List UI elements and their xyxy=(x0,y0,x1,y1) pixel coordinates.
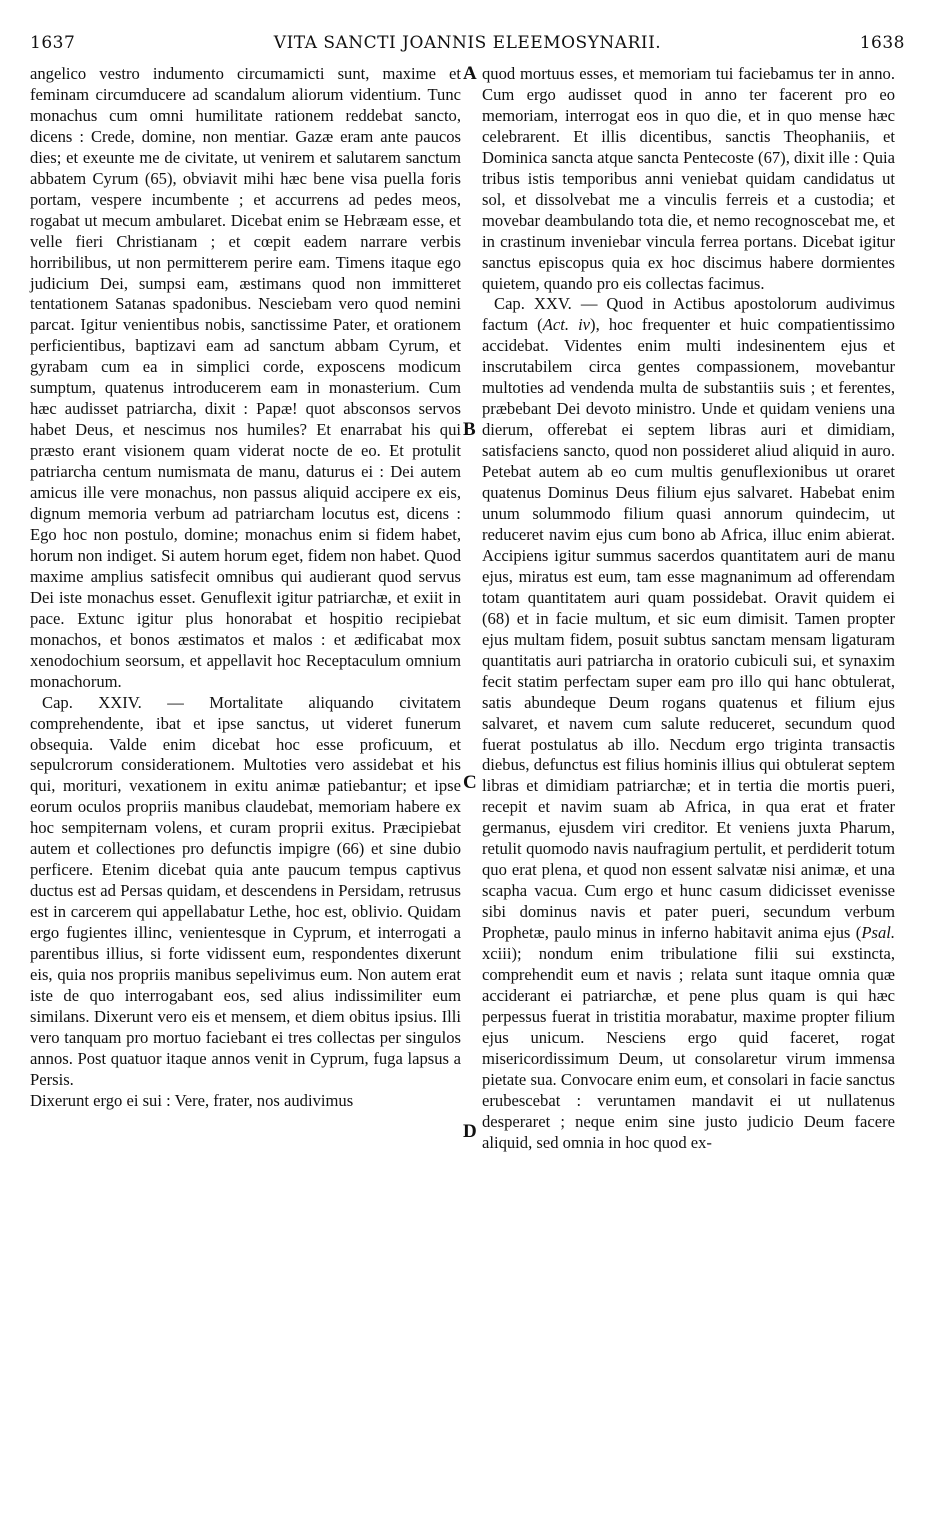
left-column xyxy=(30,64,461,1112)
scripture-reference-psalm: Psal. xyxy=(861,923,895,943)
margin-marker-a: A xyxy=(463,63,477,84)
running-title: VITA SANCTI JOANNIS ELEEMOSYNARII. xyxy=(273,33,662,53)
chapter-24-heading: Cap. XXIV. — xyxy=(42,692,184,712)
chapter-24-paragraph xyxy=(30,693,461,1091)
chapter-25-heading: Cap. XXV. — xyxy=(494,294,598,314)
right-column xyxy=(482,64,895,1154)
margin-marker-d: D xyxy=(463,1121,477,1142)
page-header xyxy=(30,33,905,59)
right-paragraph: quod mortuus esses, et memoriam tui faciebamus ter in anno. Cum ergo audisset quod in anno ter facerent pro eo memoriam, interrogat eos in quo die, et in quo mense hæc celebrarent. Et illis dicentibus, sanctis Theophaniis, et Dominica sancta atque sancta Pentecoste (67), dixit ille : Quia tribus istis temporibus anni veniebat quidam candidatus ut sol, et dissolvebat me a vinculis ferreis et a custodia; et movebar deambulando tota die, et nemo recognoscebat me, et in crastinum inveniebar vincula ferrea portans. Dicebat igitur sanctus episcopus quia ex hoc discimus habere dormientes quietem, quando pro eis collectas facimus. xyxy=(482,64,895,293)
page-number-right: 1638 xyxy=(859,33,905,53)
chapter-25-text-c: xciii); nondum enim tribulatione filii sui exstincta, comprehendit eum et navis ; relata sunt itaque omnia quæ acciderant ei patriarchæ, et pene plus quam is qui hæc perpessus fuerat in tristitia morabatur, maxime propter filium ejus unicum. Nesciens ergo quid faceret, rogat misericordissimum Deum, ut consolaretur virum immensa pietate sua. Convocare enim eum, et consolari in facie sanctus erubescebat : veruntamen mandavit ei ut nullatenus desperaret ; neque enim sine justo judicio Deum facere aliquid, sed omnia in hoc quod ex- xyxy=(482,944,895,1152)
chapter-25-text-a: Quod in Actibus apostolorum audivimus factum ( xyxy=(482,294,896,335)
chapter-25-paragraph xyxy=(482,294,895,1153)
chapter-24-text: Mortalitate aliquando civitatem comprehendente, ibat et ipse sanctus, ut videret funerum obsequia. Valde enim dicebat hoc esse proficuum, et sepulcrorum considerationem. Multoties vero assidebat et his qui, morituri, vexationem in exitu animæ patiebantur; et ipse eorum oculos propriis manibus claudebat, memoriam habere ex hoc sempiternam volens, et curam proprii exitus. Præcipiebat autem et collectiones pro defunctis impigre (66) et sine dubio perficere. Etenim dicebat quia ante paucum tempus captivus ductus est ad Persas quidam, et descendens in Persidam, retrusus est in carcerem qui appellabatur Lethe, hoc est, oblivio. Quidam ergo fugientes illinc, venientesque in Cyprum, et interrogati a parentibus illius, si forte vidissent eum, respondentes dixerunt eis, quia nos propriis manibus sepelivimus eum. Non autem erat iste de quo interrogabant eos, sed alius indissimiliter eum similans. Dixerunt vero eis et mensem, et diem obitus ipsius. Illi vero tanquam pro mortuo faciebant ei tres collectas per singulos annos. Post quatuor itaque annos venit in Cyprum, fuga lapsus a Persis. xyxy=(30,692,461,1089)
chapter-25-text-b: ), hoc frequenter et huic compatientissimo accidebat. Videntes enim multi indesinentem ejus et inscrutabilem circa gentes compassionem, movebantur multoties ad vendenda multa de substantiis suis ; et ferentes, præbebant Dei devoto ministro. Unde et quidam veniens una dierum, offerebat ei septem libras auri et dimidiam, satisfaciens sancto, quod non possideret aliud aliquid in auro. Petebat autem ab eo cum multis genuflexionibus ut oraret quatenus Dominus Deus filium ejus salvaret. Habebat enim unum solummodo filium quasi annorum quindecim, ut reduceret navim ejus cum bono ab Africa, illuc enim abierat. Accipiens igitur summus sacerdos quantitatem auri de manu ejus, miratus est eum, tam esse magnanimum ad offerendam totam quantitatem auri quam possidebat. Oravit quidem ei (68) et in facie multum, et sic eum dimisit. Tamen propter ejus multam fidem, posuit subtus sanctam mensam ligaturam quantitatis auri patriarcha in oratorio cubiculi sui, et synaxim fecit statim perfectam super eam pro illo qui hanc obtulerat, satis abundeque Deum rogans quatenus et filium ejus salvaret, et navem cum salute reduceret, secundum quod fuerat postulatus ab illo. Necdum ergo triginta transactis diebus, defunctus est filius hominis illius qui obtulerat septem libras et dimidiam patriarchæ; et in tertia die mortis pueri, recepit et navim suam ab Africa, in qua erat et frater germanus, ejusdem viri creditor. Et veniens juxta Pharum, retulit quomodo navis naufragium pertulit, et perdiderit totum quo erat plena, et quod non essent salvatæ nisi animæ, et una scapha vacua. Cum ergo et hunc casum didicisset evenisse sibi dominus navis et pater pueri, secundum verbum Prophetæ, paulo minus in inferno habitavit anima ejus ( xyxy=(482,315,895,943)
margin-marker-b: B xyxy=(463,419,476,440)
margin-marker-c: C xyxy=(463,772,477,793)
left-paragraph: angelico vestro indumento circumamicti sunt, maxime et feminam circumducere ad scandalum aliorum videntium. Tunc monachus cum omni humilitate rationem reddebat sancto, dicens : Crede, domine, non mentiar. Gazæ eram ante paucos dies; et exeunte me de civitate, ut venirem et salutarem sanctum abbatem Cyrum (65), obviavit mihi hæc bene visa puella foris portam, vespere incumbente ; et accurrens ad pedes meos, rogabat ut mecum ambularet. Dicebat enim se Hebræam esse, et velle fieri Christianam ; et cœpit eadem narrare verbis horribilibus, ut non permitterem perire eam. Timens itaque ego judicium Dei, sumpsi eam, æstimans quod non immitteret tentationem Satanas spadonibus. Nesciebam vero quod nemini parcat. Igitur venientibus nobis, sanctissime Pater, et orationem perficientibus, baptizavi eam ad sanctum abbam Cyrum, et gyrabam cum ea in simplici corde, exposcens modicum sumptum, quatenus introducerem eam in monasterium. Cum hæc audisset patriarcha, dixit : Papæ! quot absconsos servos habet Deus, et nescimus nos humiles? Et enarrabat his qui præsto erant visionem quam viderat nocte de eo. Et protulit patriarcha centum numismata de manu, daturus ei : Dei autem amicus ille vere monachus, non passus aliquid accipere ex eis, dignum memoria verbum ad patriarcham locutus est, dicens : Ego hoc non postulo, domine; monachus enim si fidem habet, horum non indiget. Si autem horum eget, fidem non habet. Quod maxime amplius satisfecit omnibus qui audierant quod servus Dei iste monachus esset. Genuflexit igitur patriarchæ, et exiit in pace. Extunc igitur plus honorabat et hospitio recipiebat monachos, et bonos æstimatos et malos : et ædificabat mox xenodochium seorsum, et appellavit hoc Receptaculum omnium monachorum. xyxy=(30,64,461,691)
page-number-left: 1637 xyxy=(30,33,76,53)
scripture-reference-acts: Act. iv xyxy=(542,315,591,335)
left-final-line: Dixerunt ergo ei sui : Vere, frater, nos audivimus xyxy=(30,1090,354,1110)
